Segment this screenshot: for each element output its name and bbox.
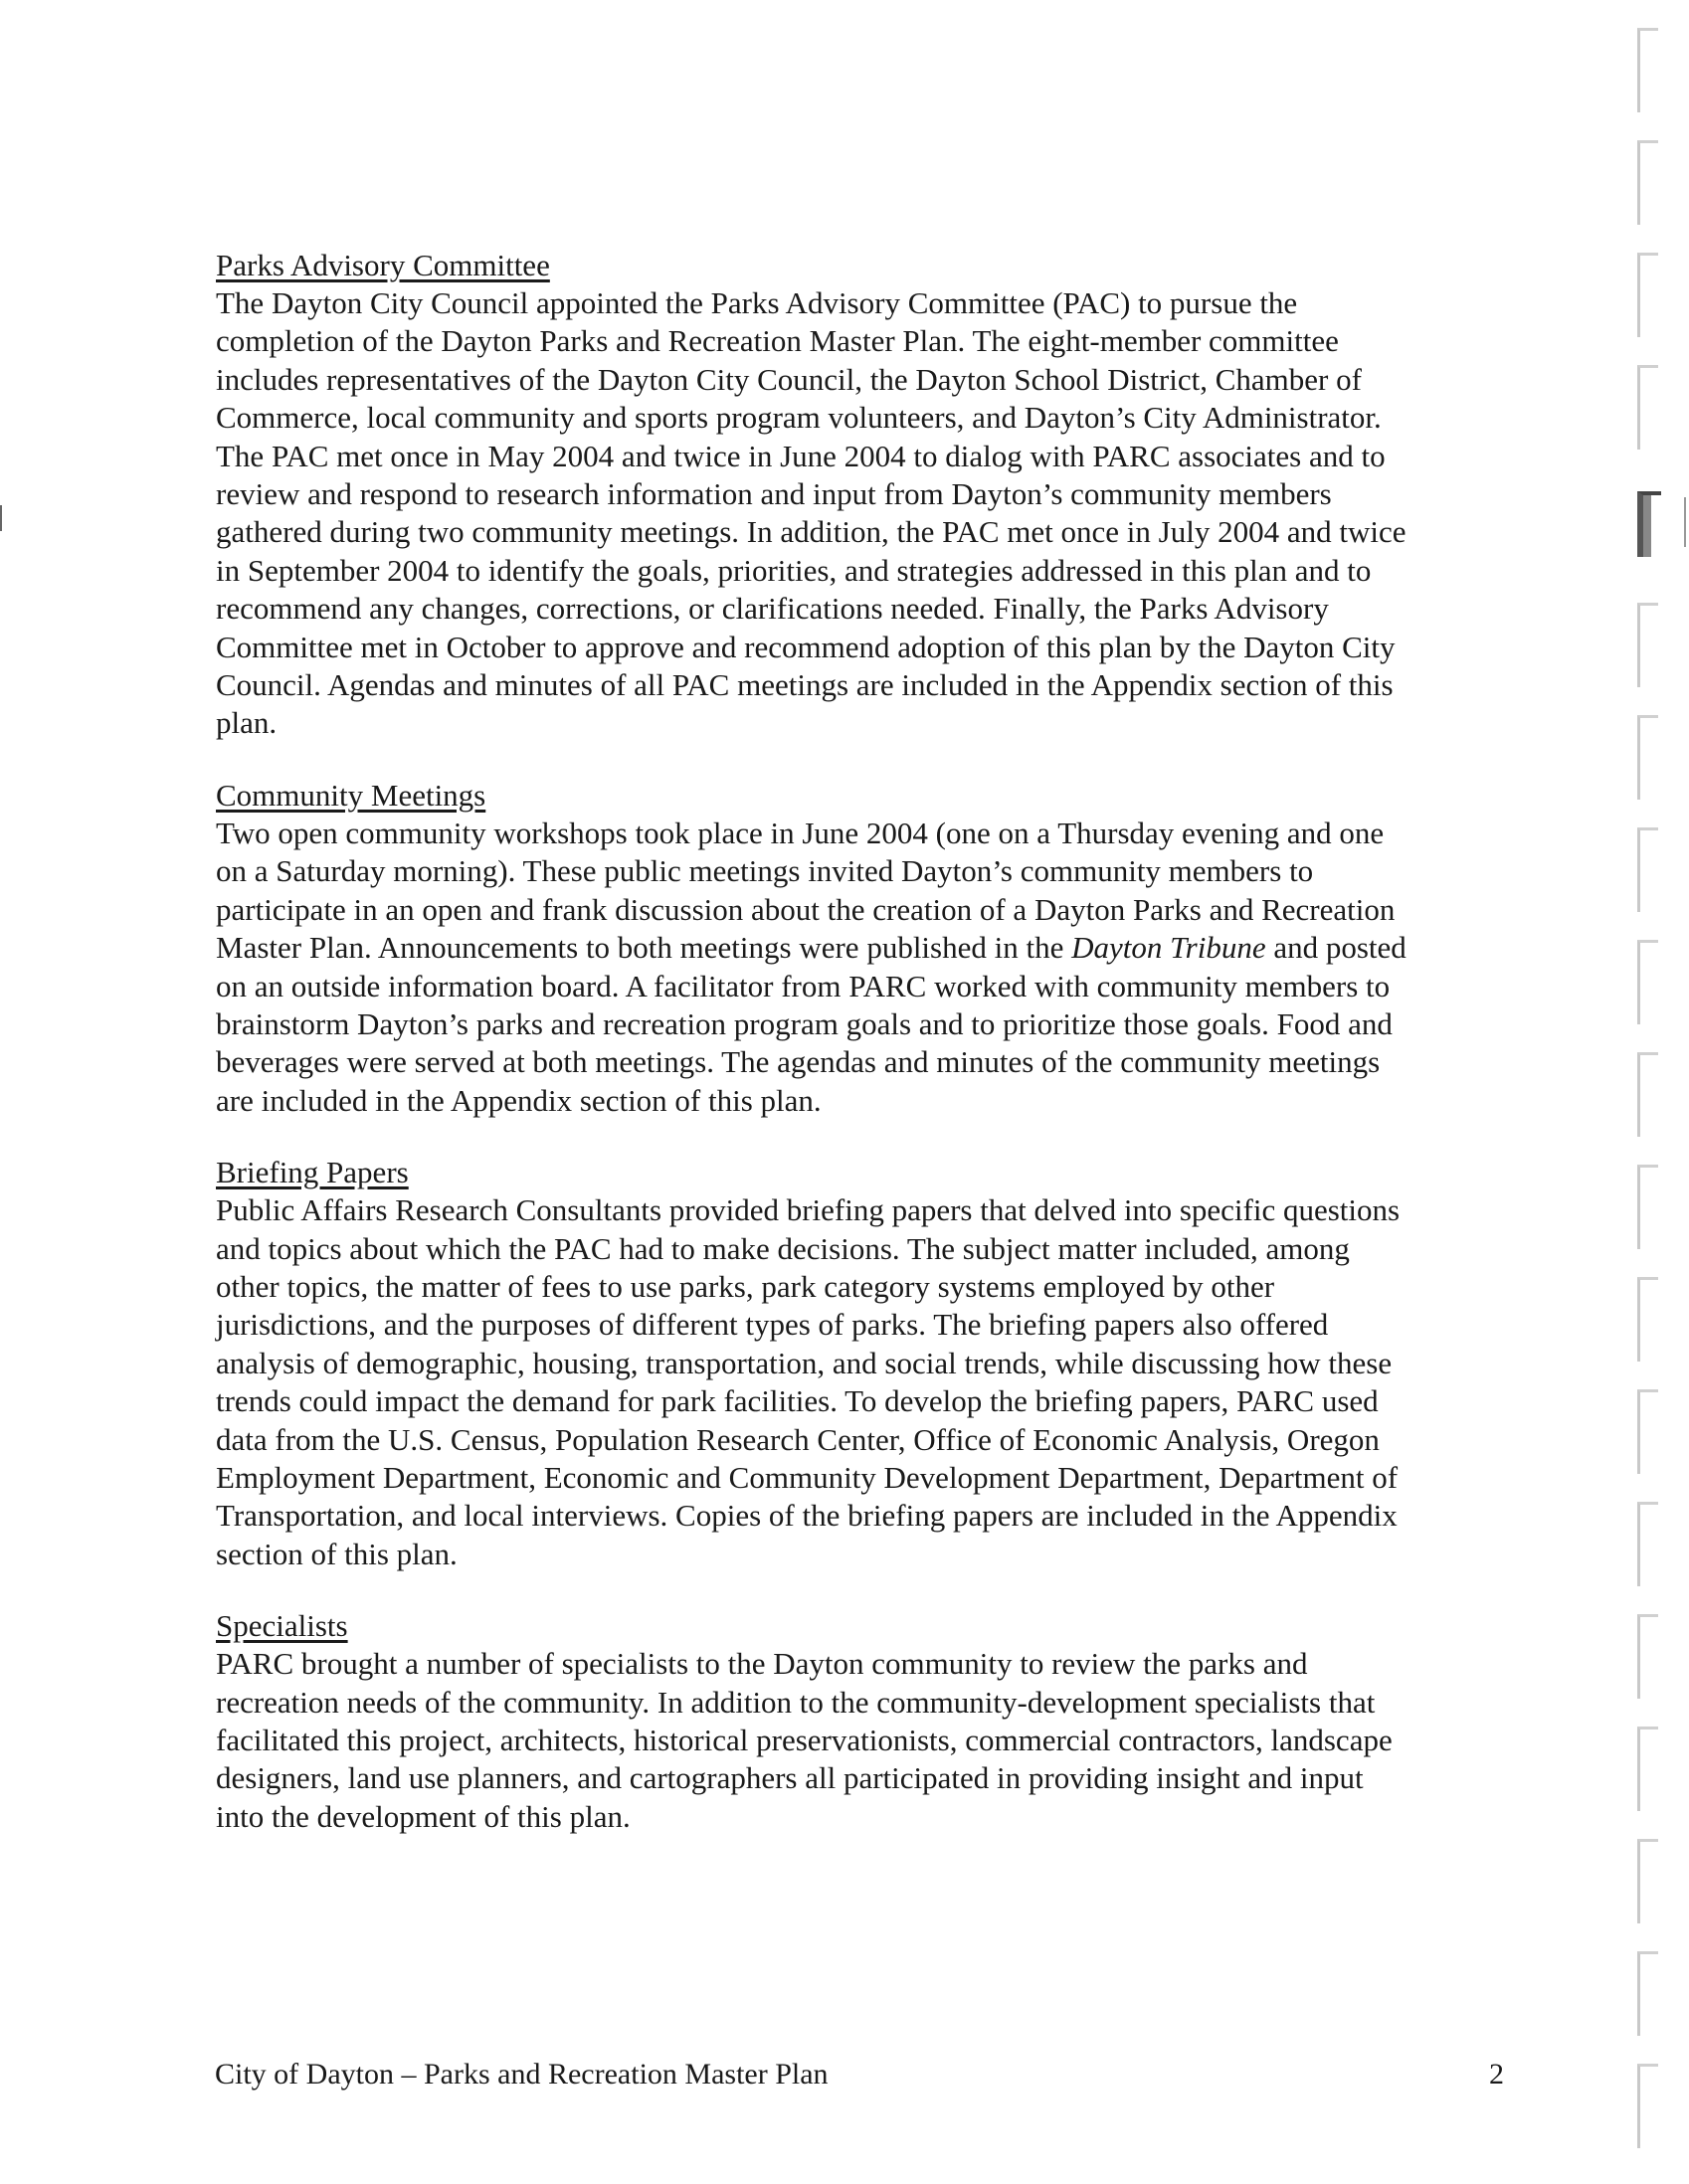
binding-mark xyxy=(1637,715,1658,800)
binding-mark xyxy=(1637,1727,1658,1811)
binding-mark xyxy=(1637,2064,1658,2148)
binding-mark xyxy=(1637,1277,1658,1362)
paragraph-text: and posted on an outside information board. A facilitator from PARC worked with community members to brainstorm Dayton’s parks and recreation program goals and to prioritize those goals. Food and beverages were served at both meetings. The agendas and minutes of the community meetings are included in the Appendix section of this plan. xyxy=(216,930,1407,1118)
section-paragraph: PARC brought a number of specialists to the Dayton community to review the parks and recreation needs of the community. In addition to the community-development specialists that facilitated this project, architects, historical preservationists, commercial contractors, landscape designers, land use planners, and cartographers all participated in providing insight and input into the development of this plan. xyxy=(216,1646,1393,1834)
binding-mark xyxy=(1637,28,1658,112)
binding-mark xyxy=(1637,1052,1658,1137)
binding-mark xyxy=(1637,1389,1658,1474)
binding-mark xyxy=(1637,827,1658,912)
binding-mark xyxy=(1637,491,1661,557)
section-briefing-papers xyxy=(216,1154,1509,1573)
section-heading: Specialists xyxy=(216,1608,348,1644)
section-parks-advisory-committee xyxy=(216,247,1509,743)
section-community-meetings xyxy=(216,777,1509,1120)
section-heading: Parks Advisory Committee xyxy=(216,248,550,282)
section-paragraph xyxy=(216,815,1509,1120)
paragraph-text: Two open community workshops took place in June 2004 (one on a Thursday evening and one on a Saturday morning). These public meetings invited Dayton’s community members to participate in an open and frank discussion about the creation of a Dayton Parks and Recreation Master Plan. Announcements to both meetings were published in the xyxy=(216,815,1396,966)
binding-marks xyxy=(1637,28,1667,2166)
newspaper-title: Dayton Tribune xyxy=(1071,930,1266,966)
binding-mark xyxy=(1637,603,1658,687)
binding-mark xyxy=(1637,365,1658,450)
document-body xyxy=(216,247,1509,1870)
binding-mark xyxy=(1637,140,1658,225)
binding-mark xyxy=(1637,253,1658,337)
section-paragraph: Public Affairs Research Consultants provided briefing papers that delved into specific questions and topics about which the PAC had to make decisions. The subject matter included, among other topics, the matter of fees to use parks, park category systems employed by other jurisdictions, and the purposes of different types of parks. The briefing papers also offered analysis of demographic, housing, transportation, and social trends, while discussing how these trends could impact the demand for park facilities. To develop the briefing papers, PARC used data from the U.S. Census, Population Research Center, Office of Economic Analysis, Oregon Employment Department, Economic and Community Development Department, Department of Transportation, and local interviews. Copies of the briefing papers are included in the Appendix section of this plan. xyxy=(216,1192,1401,1571)
binding-mark xyxy=(1637,1614,1658,1699)
page-number: 2 xyxy=(1489,2058,1504,2091)
binding-mark xyxy=(1637,940,1658,1024)
section-paragraph: The Dayton City Council appointed the Parks Advisory Committee (PAC) to pursue the completion of the Dayton Parks and Recreation Master Plan. The eight-member committee includes representatives of the Dayton City Council, the Dayton School District, Chamber of Commerce, local community and sports program volunteers, and Dayton’s City Administrator. The PAC met once in May 2004 and twice in June 2004 to dialog with PARC associates and to review and respond to research information and input from Dayton’s community members gathered during two community meetings. In addition, the PAC met once in July 2004 and twice in September 2004 to identify the goals, priorities, and strategies addressed in this plan and to recommend any changes, corrections, or clarifications needed. Finally, the Parks Advisory Committee met in October to approve and recommend adoption of this plan by the Dayton City Council. Agendas and minutes of all PAC meetings are included in the Appendix section of this plan. xyxy=(216,285,1407,741)
scan-mark xyxy=(0,505,2,531)
binding-mark xyxy=(1637,1951,1658,2036)
binding-mark xyxy=(1637,1165,1658,1249)
section-heading: Community Meetings xyxy=(216,777,486,813)
binding-mark xyxy=(1637,1839,1658,1923)
binding-mark xyxy=(1637,1502,1658,1586)
page-footer xyxy=(215,2055,1504,2094)
footer-title: City of Dayton – Parks and Recreation Master Plan xyxy=(215,2058,829,2091)
scan-mark xyxy=(1684,497,1686,547)
section-specialists xyxy=(216,1607,1509,1836)
section-heading: Briefing Papers xyxy=(216,1155,409,1190)
